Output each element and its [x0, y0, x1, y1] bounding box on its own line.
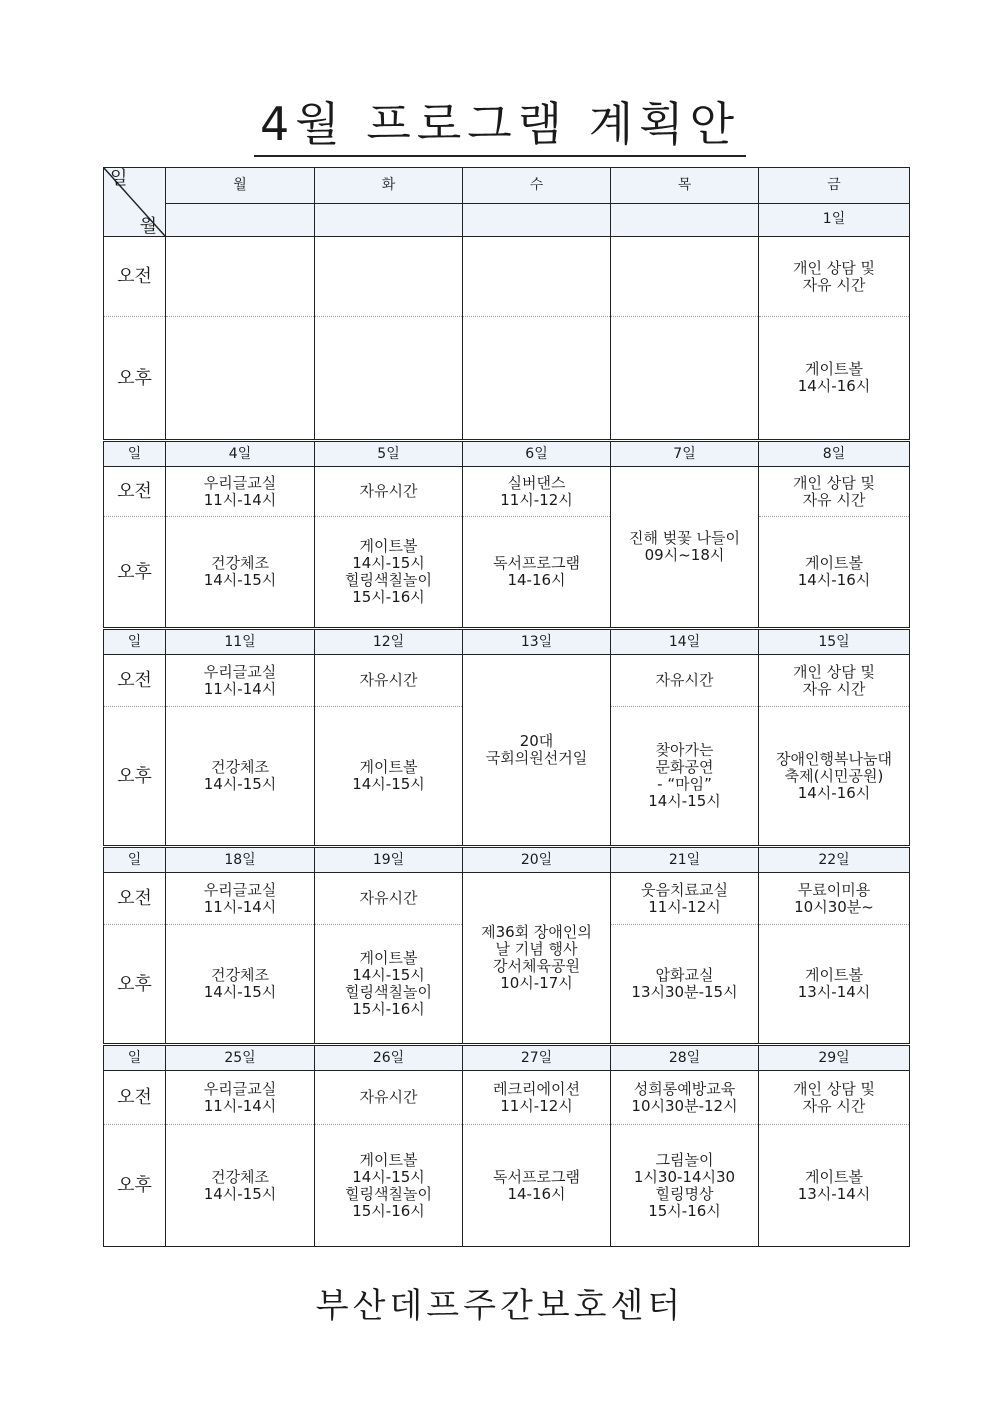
date-cell: 11일 [166, 629, 315, 655]
program-cell: 우리글교실 11시-14시 [166, 1071, 315, 1125]
row-label-am: 오전 [104, 873, 166, 925]
program-cell: 개인 상담 및 자유 시간 [759, 1071, 910, 1125]
program-cell [166, 237, 315, 317]
date-cell: 13일 [463, 629, 611, 655]
program-cell [611, 317, 759, 441]
program-cell: 웃음치료교실 11시-12시 [611, 873, 759, 925]
date-cell [315, 203, 463, 236]
program-cell: 우리글교실 11시-14시 [166, 467, 315, 517]
program-cell: 우리글교실 11시-14시 [166, 655, 315, 707]
date-cell [463, 203, 611, 236]
program-cell: 게이트볼 14시-15시 [315, 707, 463, 847]
date-cell: 8일 [759, 441, 910, 467]
date-cell: 28일 [611, 1045, 759, 1071]
program-cell [166, 317, 315, 441]
program-cell: 실버댄스 11시-12시 [463, 467, 611, 517]
weekday-tue: 화 [315, 168, 463, 204]
program-cell: 개인 상담 및 자유 시간 [759, 467, 910, 517]
row-label-day: 일 [104, 629, 166, 655]
date-cell: 14일 [611, 629, 759, 655]
program-cell: 우리글교실 11시-14시 [166, 873, 315, 925]
row-label-am: 오전 [104, 1071, 166, 1125]
row-label-pm: 오후 [104, 317, 166, 441]
row-label-pm: 오후 [104, 925, 166, 1045]
date-cell: 5일 [315, 441, 463, 467]
program-cell: 게이트볼 14시-16시 [759, 517, 910, 629]
date-cell: 6일 [463, 441, 611, 467]
row-label-day: 일 [104, 441, 166, 467]
date-cell: 20일 [463, 847, 611, 873]
page-title: 4월 프로그램 계획안 [0, 88, 1000, 154]
program-cell: 독서프로그램 14-16시 [463, 1125, 611, 1247]
date-cell: 1일 [759, 203, 910, 236]
date-cell: 12일 [315, 629, 463, 655]
program-cell-merged: 제36회 장애인의 날 기념 행사 강서체육공원 10시-17시 [463, 873, 611, 1045]
row-label-pm: 오후 [104, 707, 166, 847]
date-cell: 21일 [611, 847, 759, 873]
date-cell: 19일 [315, 847, 463, 873]
program-cell: 자유시간 [315, 873, 463, 925]
date-cell: 27일 [463, 1045, 611, 1071]
program-cell: 성희롱예방교육 10시30분-12시 [611, 1071, 759, 1125]
weekday-mon: 월 [166, 168, 315, 204]
row-label-pm: 오후 [104, 517, 166, 629]
row-label-day: 일 [104, 1045, 166, 1071]
program-cell: 게이트볼 14시-15시 힐링색칠놀이 15시-16시 [315, 925, 463, 1045]
program-cell: 찾아가는 문화공연 - “마임” 14시-15시 [611, 707, 759, 847]
program-cell: 게이트볼 14시-15시 힐링색칠놀이 15시-16시 [315, 1125, 463, 1247]
date-cell [611, 203, 759, 236]
weekday-fri: 금 [759, 168, 910, 204]
program-cell: 레크리에이션 11시-12시 [463, 1071, 611, 1125]
date-cell: 7일 [611, 441, 759, 467]
weekday-thu: 목 [611, 168, 759, 204]
row-label-am: 오전 [104, 467, 166, 517]
program-cell: 자유시간 [315, 1071, 463, 1125]
program-cell: 건강체조 14시-15시 [166, 1125, 315, 1247]
row-label-pm: 오후 [104, 1125, 166, 1247]
program-cell: 장애인행복나눔대 축제(시민공원) 14시-16시 [759, 707, 910, 847]
program-cell: 개인 상담 및 자유 시간 [759, 237, 910, 317]
date-cell: 26일 [315, 1045, 463, 1071]
row-label-am: 오전 [104, 237, 166, 317]
program-cell: 건강체조 14시-15시 [166, 707, 315, 847]
program-cell-merged: 진해 벚꽃 나들이 09시~18시 [611, 467, 759, 629]
program-cell: 건강체조 14시-15시 [166, 925, 315, 1045]
weekday-wed: 수 [463, 168, 611, 204]
program-cell: 게이트볼 14시-16시 [759, 317, 910, 441]
corner-month-label: 월 [139, 216, 157, 237]
program-cell [315, 317, 463, 441]
program-cell: 자유시간 [611, 655, 759, 707]
program-cell [315, 237, 463, 317]
program-cell [463, 317, 611, 441]
date-cell: 25일 [166, 1045, 315, 1071]
program-cell: 게이트볼 13시-14시 [759, 925, 910, 1045]
program-cell-merged: 20대 국회의원선거일 [463, 655, 611, 847]
center-name-footer: 부산데프주간보호센터 [315, 1286, 685, 1326]
row-label-day: 일 [104, 847, 166, 873]
row-label-am: 오전 [104, 655, 166, 707]
date-cell: 18일 [166, 847, 315, 873]
program-cell: 게이트볼 13시-14시 [759, 1125, 910, 1247]
program-cell: 개인 상담 및 자유 시간 [759, 655, 910, 707]
date-cell: 29일 [759, 1045, 910, 1071]
date-cell: 15일 [759, 629, 910, 655]
program-cell: 자유시간 [315, 467, 463, 517]
program-cell: 그림놀이 1시30-14시30 힐링명상 15시-16시 [611, 1125, 759, 1247]
date-cell: 4일 [166, 441, 315, 467]
program-cell [463, 237, 611, 317]
program-cell: 건강체조 14시-15시 [166, 517, 315, 629]
program-cell [611, 237, 759, 317]
program-cell: 게이트볼 14시-15시 힐링색칠놀이 15시-16시 [315, 517, 463, 629]
program-cell: 자유시간 [315, 655, 463, 707]
program-cell: 압화교실 13시30분-15시 [611, 925, 759, 1045]
program-cell: 무료이미용 10시30분~ [759, 873, 910, 925]
corner-day-label: 일 [110, 168, 128, 189]
date-cell: 22일 [759, 847, 910, 873]
schedule-table [103, 167, 910, 1247]
corner-cell [104, 168, 166, 237]
date-cell [166, 203, 315, 236]
program-cell: 독서프로그램 14-16시 [463, 517, 611, 629]
